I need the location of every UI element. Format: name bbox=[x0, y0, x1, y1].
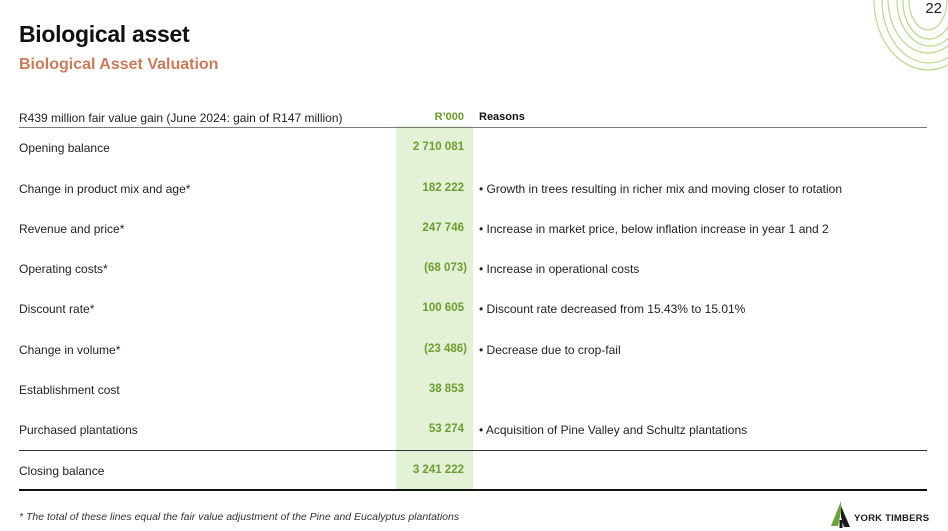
table-divider bbox=[19, 450, 927, 451]
footnote: * The total of these lines equal the fair value adjustment of the Pine and Eucalyptus plantations bbox=[19, 511, 460, 523]
row-label: Opening balance bbox=[19, 141, 110, 155]
page-number: 22 bbox=[925, 0, 942, 17]
row-label: Purchased plantations bbox=[19, 423, 138, 437]
row-label: Change in product mix and age* bbox=[19, 182, 191, 196]
tree-rings-decoration-icon bbox=[868, 0, 948, 75]
table-row-total bbox=[19, 464, 927, 482]
row-value: 53 274 bbox=[428, 423, 464, 435]
tree-logo-icon bbox=[828, 500, 854, 528]
row-value: 2 710 081 bbox=[412, 141, 464, 153]
row-label: Revenue and price* bbox=[19, 222, 125, 236]
table-row bbox=[19, 141, 927, 159]
row-label: Operating costs* bbox=[19, 262, 108, 276]
table-header bbox=[19, 110, 927, 128]
row-reason: • Decrease due to crop-fail bbox=[479, 343, 621, 357]
table-row bbox=[19, 383, 927, 401]
row-reason: • Acquisition of Pine Valley and Schultz plantations bbox=[479, 423, 748, 437]
table-row bbox=[19, 302, 927, 320]
row-value: 100 605 bbox=[422, 302, 464, 314]
table-bottom-rule bbox=[19, 489, 927, 491]
table-row bbox=[19, 222, 927, 240]
row-reason: • Increase in operational costs bbox=[479, 262, 640, 276]
row-label: Discount rate* bbox=[19, 302, 95, 316]
table-row bbox=[19, 423, 927, 441]
header-reasons: Reasons bbox=[479, 111, 525, 123]
row-value: 247 746 bbox=[422, 222, 464, 234]
header-description: R439 million fair value gain (June 2024: gain of R147 million) bbox=[19, 111, 343, 125]
row-label: Change in volume* bbox=[19, 343, 121, 357]
table-row bbox=[19, 262, 927, 280]
row-value: 182 222 bbox=[422, 182, 464, 194]
row-value: 3 241 222 bbox=[412, 464, 464, 476]
row-value: (68 073) bbox=[424, 262, 467, 274]
page-subtitle: Biological Asset Valuation bbox=[19, 56, 219, 73]
york-timbers-logo bbox=[828, 500, 940, 528]
page-title: Biological asset bbox=[19, 21, 190, 47]
table-row bbox=[19, 182, 927, 200]
row-label: Closing balance bbox=[19, 464, 105, 478]
header-unit: R’000 bbox=[434, 111, 464, 123]
row-label: Establishment cost bbox=[19, 383, 120, 397]
row-reason: • Growth in trees resulting in richer mix and moving closer to rotation bbox=[479, 182, 843, 196]
row-reason: • Increase in market price, below inflation increase in year 1 and 2 bbox=[479, 222, 829, 236]
logo-text: YORK TIMBERS bbox=[854, 513, 930, 524]
row-reason: • Discount rate decreased from 15.43% to 15.01% bbox=[479, 302, 746, 316]
row-value: (23 486) bbox=[424, 343, 467, 355]
table-row bbox=[19, 343, 927, 361]
row-value: 38 853 bbox=[428, 383, 464, 395]
